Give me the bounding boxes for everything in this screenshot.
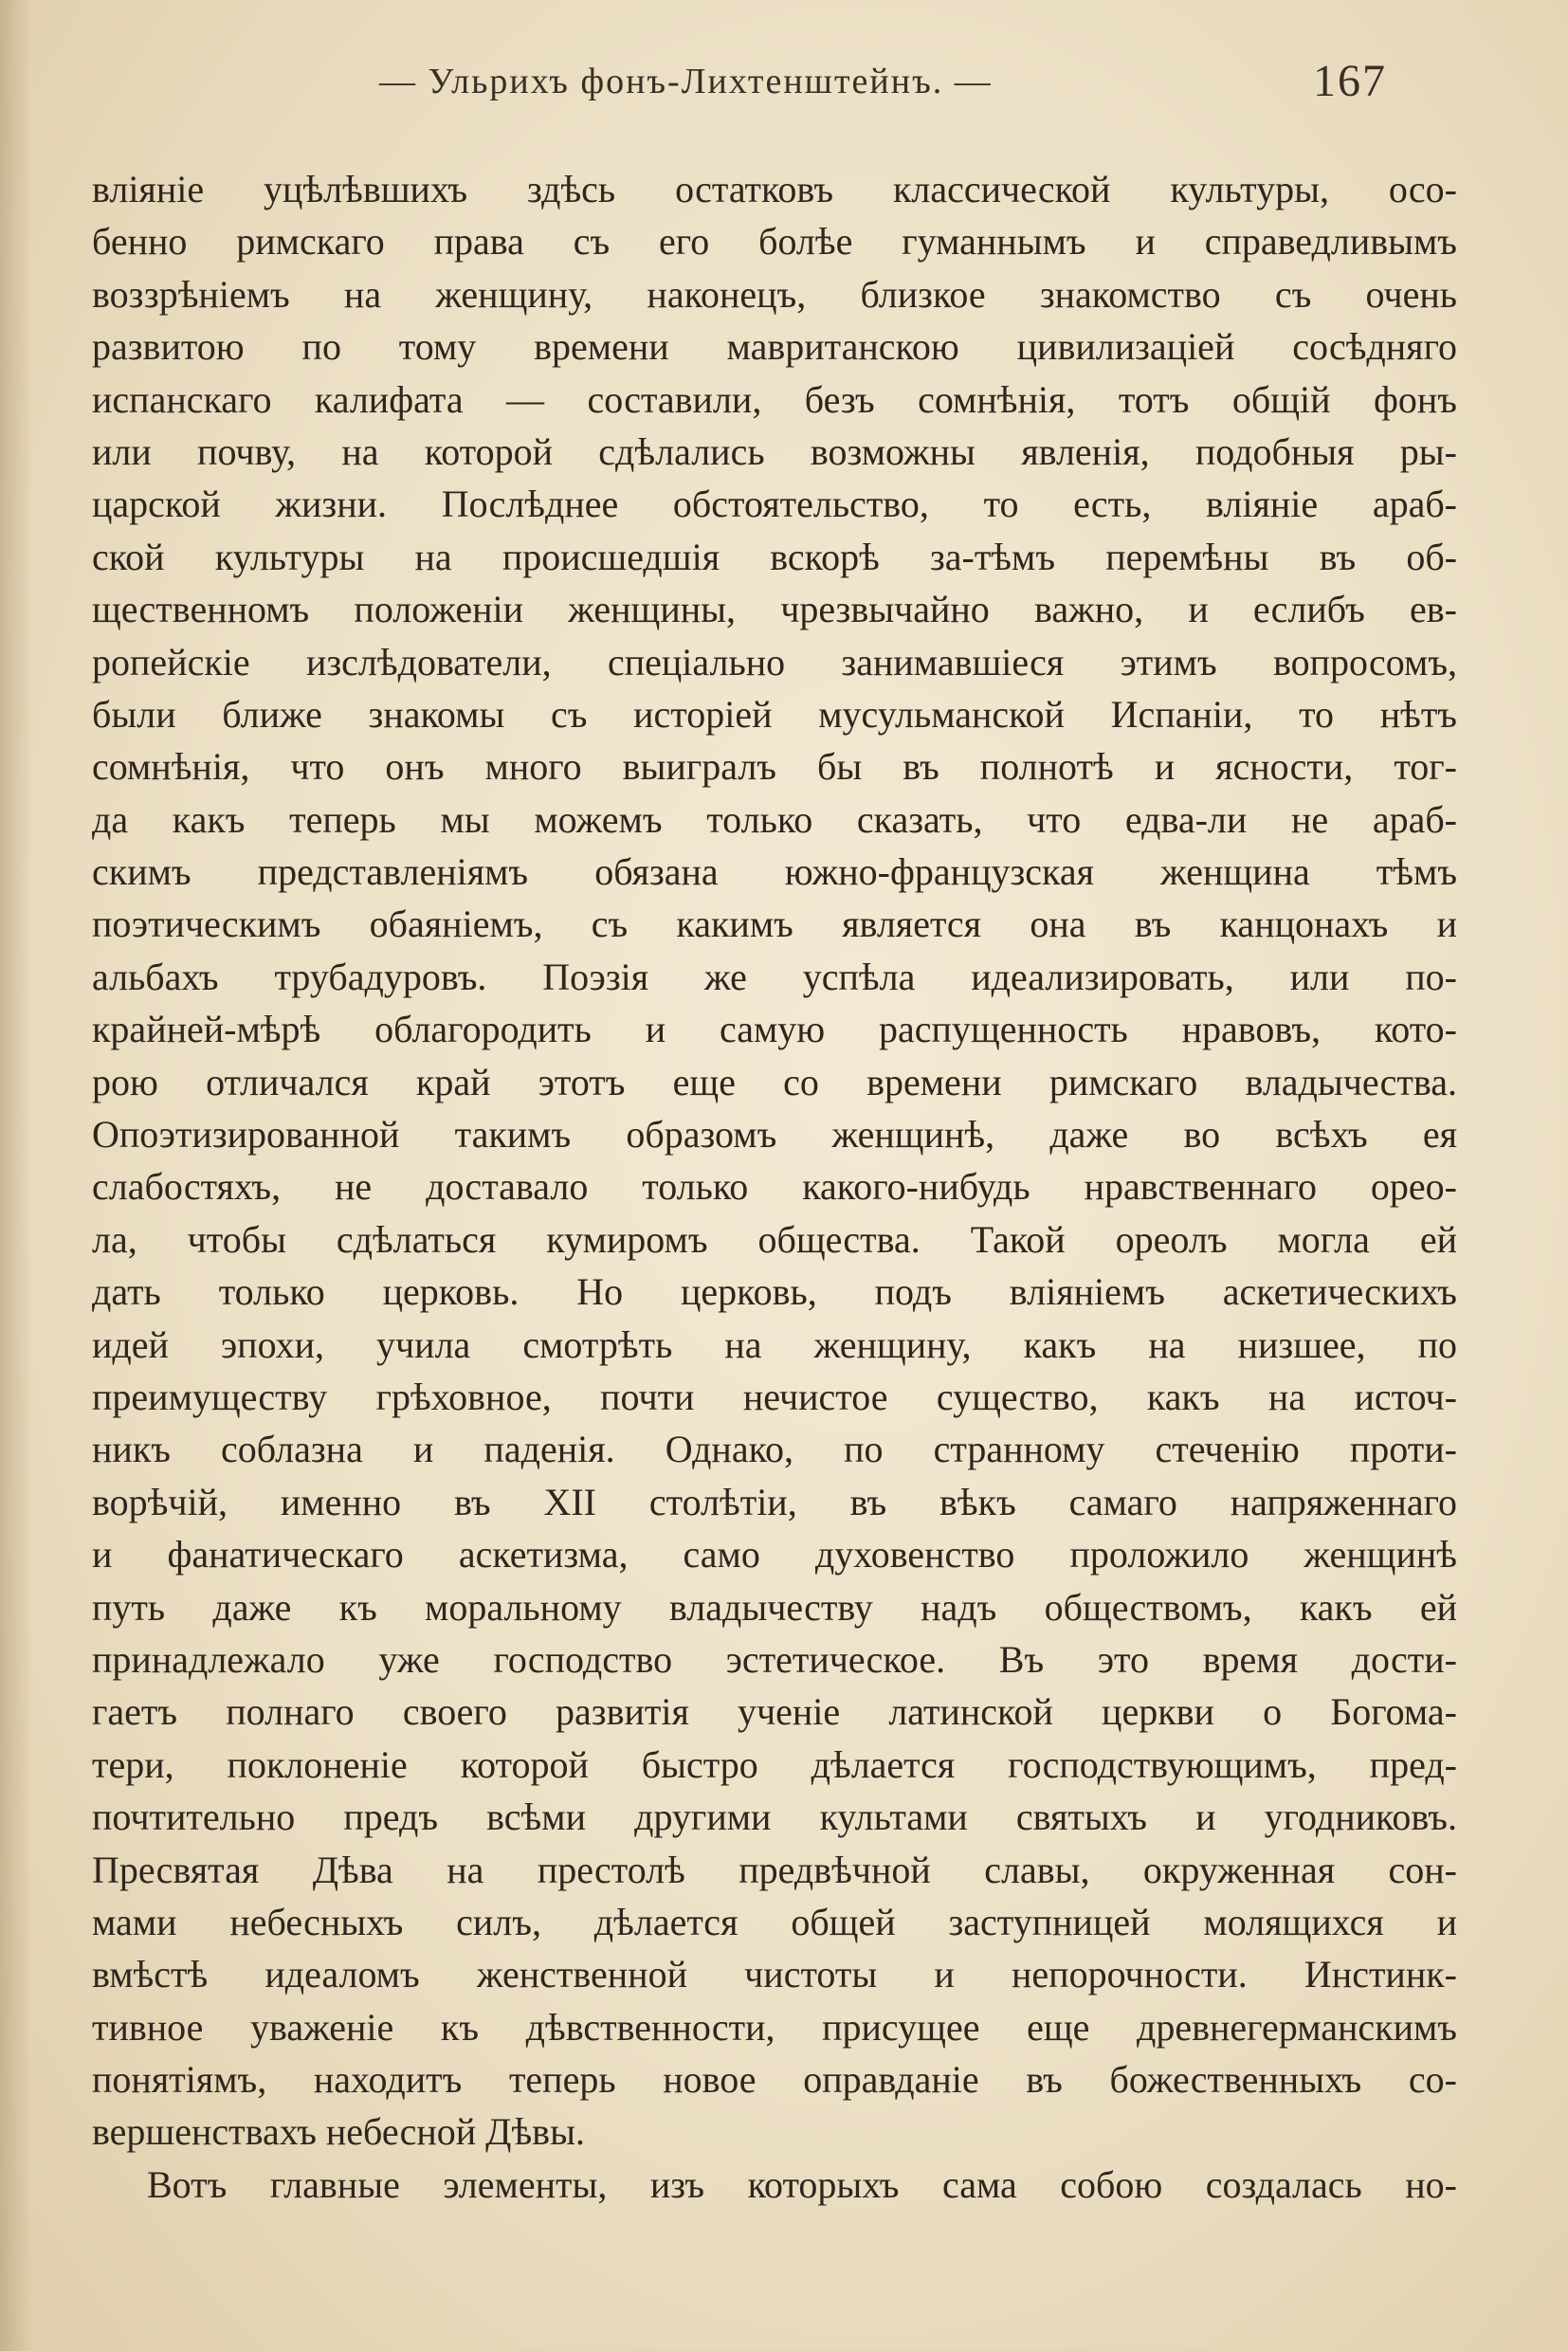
text-line: или почву, на которой сдѣлались возможны явленія, подобныя ры-: [92, 429, 1457, 473]
text-line: тивное уваженіе къ дѣвственности, присущее еще древнегерманскимъ: [92, 2005, 1457, 2049]
text-line: испанскаго калифата — составили, безъ сомнѣнія, тотъ общій фонъ: [92, 377, 1457, 421]
text-line: воззрѣніемъ на женщину, наконецъ, близкое знакомство съ очень: [92, 272, 1457, 316]
text-line: понятіямъ, находитъ теперь новое оправданіе въ божественныхъ со-: [92, 2058, 1457, 2102]
text-line: крайней-мѣрѣ облагородить и самую распущенность нравовъ, кото-: [92, 1008, 1457, 1051]
text-line: путь даже къ моральному владычеству надъ обществомъ, какъ ей: [92, 1585, 1457, 1629]
running-head: [0, 55, 1568, 112]
text-line: Пресвятая Дѣва на престолѣ предвѣчной славы, окруженная сон-: [92, 1848, 1457, 1891]
text-line: развитою по тому времени мавританскою цивилизаціей сосѣдняго: [92, 325, 1457, 369]
text-line: были ближе знакомы съ исторіей мусульманской Испаніи, то нѣтъ: [92, 692, 1457, 736]
text-line: преимуществу грѣховное, почти нечистое существо, какъ на источ-: [92, 1375, 1457, 1418]
text-line: скимъ представленіямъ обязана южно-французская женщина тѣмъ: [92, 850, 1457, 894]
text-line: мами небесныхъ силъ, дѣлается общей заступницей молящихся и: [92, 1900, 1457, 1943]
text-line: гаетъ полнаго своего развитія ученіе латинской церкви о Богома-: [92, 1690, 1457, 1734]
text-line: бенно римскаго права съ его болѣе гуманнымъ и справедливымъ: [92, 220, 1457, 264]
text-line: принадлежало уже господство эстетическое. Въ это время дости-: [92, 1637, 1457, 1681]
text-line: ла, чтобы сдѣлаться кумиромъ общества. Такой ореолъ могла ей: [92, 1217, 1457, 1261]
paragraph-first-line: Вотъ главные элементы, изъ которыхъ сама собою создалась но-: [147, 2162, 1457, 2206]
text-line: ворѣчій, именно въ XII столѣтіи, въ вѣкъ самаго напряженнаго: [92, 1480, 1457, 1523]
page-number: 167: [1313, 56, 1387, 106]
body-text: [92, 163, 1457, 2211]
text-line: вмѣстѣ идеаломъ женственной чистоты и непорочности. Инстинк-: [92, 1953, 1457, 1996]
text-line: никъ соблазна и паденія. Однако, по странному стеченію проти-: [92, 1428, 1457, 1471]
text-line: царской жизни. Послѣднее обстоятельство, то есть, вліяніе араб-: [92, 483, 1457, 526]
text-line: щественномъ положеніи женщины, чрезвычайно важно, и еслибъ ев-: [92, 588, 1457, 631]
text-line: Опоэтизированной такимъ образомъ женщинѣ, даже во всѣхъ ея: [92, 1113, 1457, 1157]
text-line: да какъ теперь мы можемъ только сказать, что едва-ли не араб-: [92, 797, 1457, 841]
text-line: вліяніе уцѣлѣвшихъ здѣсь остатковъ классической культуры, осо-: [92, 168, 1457, 210]
text-line: слабостяхъ, не доставало только какого-нибудь нравственнаго орео-: [92, 1165, 1457, 1209]
text-line: тери, поклоненіе которой быстро дѣлается господствующимъ, пред-: [92, 1742, 1457, 1786]
text-line: идей эпохи, учила смотрѣть на женщину, какъ на низшее, по: [92, 1322, 1457, 1366]
gutter-shadow: [0, 0, 32, 2351]
text-line: дать только церковь. Но церковь, подъ вліяніемъ аскетическихъ: [92, 1270, 1457, 1314]
paragraph-end-line: вершенствахъ небесной Дѣвы.: [92, 2110, 585, 2154]
text-line: почтительно предъ всѣми другими культами святыхъ и угодниковъ.: [92, 1795, 1457, 1839]
text-line: ской культуры на происшедшія вскорѣ за-тѣмъ перемѣны въ об-: [92, 535, 1457, 578]
text-line: рою отличался край этотъ еще со времени римскаго владычества.: [92, 1060, 1457, 1103]
text-line: поэтическимъ обаяніемъ, съ какимъ является она въ канцонахъ и: [92, 902, 1457, 946]
text-line: ропейскіе изслѣдователи, спеціально занимавшіеся этимъ вопросомъ,: [92, 640, 1457, 683]
text-line: и фанатическаго аскетизма, само духовенство проложило женщинѣ: [92, 1533, 1457, 1576]
text-line: альбахъ трубадуровъ. Поэзія же успѣла идеализировать, или по-: [92, 955, 1457, 998]
running-title: — Ульрихъ фонъ-Лихтенштейнъ. —: [379, 62, 993, 101]
text-line: сомнѣнія, что онъ много выигралъ бы въ полнотѣ и ясности, тог-: [92, 745, 1457, 789]
